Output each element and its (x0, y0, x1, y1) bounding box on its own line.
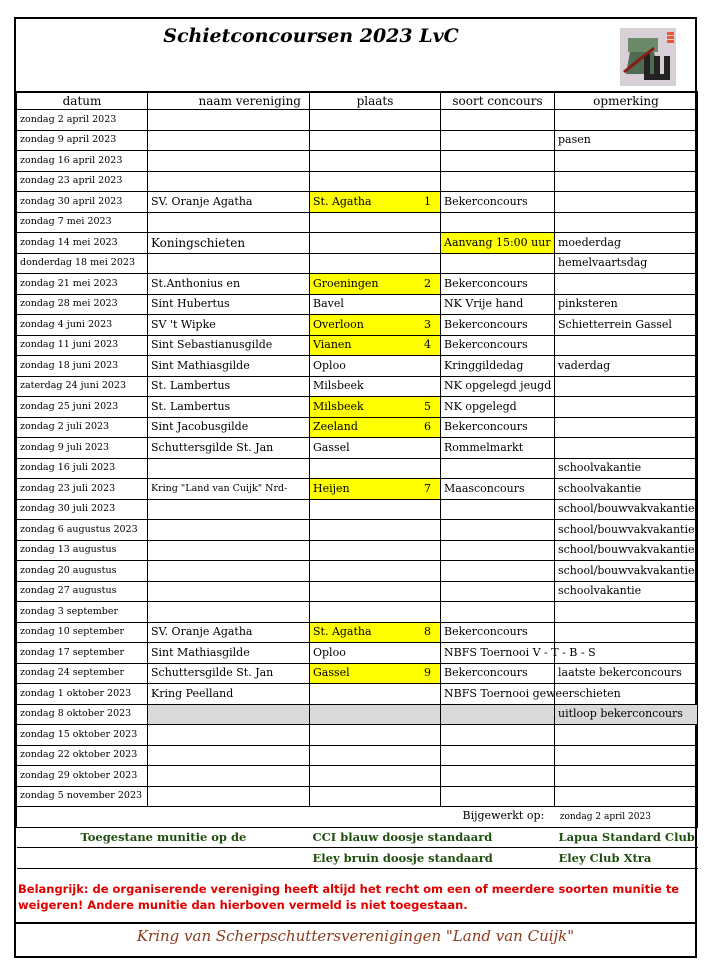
table-row (17, 581, 698, 602)
club-cell: Schuttersgilde St. Jan (148, 663, 310, 684)
place-cell (310, 151, 441, 172)
table-header-row (17, 92, 698, 110)
note-cell: school/bouwvakvakantie (555, 499, 698, 520)
ammo-line1-mid: CCI blauw doosje standaard (310, 827, 555, 848)
date-cell: zondag 10 september (17, 622, 148, 643)
place-cell (310, 171, 441, 192)
place-name: Oploo (313, 358, 346, 372)
type-cell (441, 745, 555, 766)
table-row (17, 315, 698, 336)
date-cell: zondag 20 augustus (17, 561, 148, 582)
note-cell: schoolvakantie (555, 581, 698, 602)
date-cell: zondag 24 september (17, 663, 148, 684)
place-name: St. Agatha (313, 625, 372, 639)
table-row (17, 786, 698, 807)
schedule-table (16, 91, 698, 869)
place-name: Zeeland (313, 420, 358, 434)
place-cell (310, 417, 441, 438)
place-name: Oploo (313, 645, 346, 659)
club-cell: Sint Mathiasgilde (148, 356, 310, 377)
date-cell: donderdag 18 mei 2023 (17, 253, 148, 274)
place-cell (310, 725, 441, 746)
column-header: plaats (310, 92, 441, 110)
date-cell: zaterdag 24 juni 2023 (17, 376, 148, 397)
place-cell (310, 397, 441, 418)
table-row (17, 233, 698, 254)
note-cell: laatste bekerconcours (555, 663, 698, 684)
table-row (17, 151, 698, 172)
type-cell (441, 602, 555, 623)
place-cell (310, 643, 441, 664)
date-cell: zondag 18 juni 2023 (17, 356, 148, 377)
note-cell: school/bouwvakvakantie (555, 540, 698, 561)
club-cell (148, 540, 310, 561)
club-cell (148, 110, 310, 131)
club-cell (148, 253, 310, 274)
date-cell: zondag 27 augustus (17, 581, 148, 602)
ammo-row-1 (17, 827, 698, 848)
place-name: Vianen (313, 338, 352, 352)
club-cell: St.Anthonius en (148, 274, 310, 295)
place-cell (310, 622, 441, 643)
table-row (17, 602, 698, 623)
note-cell (555, 110, 698, 131)
club-cell: St. Lambertus (148, 376, 310, 397)
note-cell (555, 335, 698, 356)
table-row (17, 704, 698, 725)
type-cell (441, 212, 555, 233)
place-name: Milsbeek (313, 379, 364, 393)
club-cell (148, 212, 310, 233)
table-row (17, 561, 698, 582)
note-cell (555, 397, 698, 418)
type-cell (441, 110, 555, 131)
type-cell: Bekerconcours (441, 622, 555, 643)
date-cell: zondag 9 april 2023 (17, 130, 148, 151)
page-title: Schietconcoursen 2023 LvC (163, 25, 459, 47)
date-cell: zondag 1 oktober 2023 (17, 684, 148, 705)
date-cell: zondag 8 oktober 2023 (17, 704, 148, 725)
table-row (17, 356, 698, 377)
place-number: 9 (424, 666, 431, 680)
type-cell: Maasconcours (441, 479, 555, 500)
place-cell (310, 274, 441, 295)
type-cell (441, 561, 555, 582)
club-cell (148, 561, 310, 582)
place-cell (310, 684, 441, 705)
note-cell (555, 274, 698, 295)
note-cell: school/bouwvakvakantie (555, 561, 698, 582)
date-cell: zondag 17 september (17, 643, 148, 664)
note-cell: vaderdag (555, 356, 698, 377)
table-row (17, 294, 698, 315)
table-row (17, 499, 698, 520)
type-cell (441, 130, 555, 151)
type-cell (441, 581, 555, 602)
place-name: Overloon (313, 317, 364, 331)
place-cell (310, 766, 441, 787)
ammo-label: Toegestane munitie op de (17, 827, 310, 848)
type-cell (441, 151, 555, 172)
type-cell (441, 499, 555, 520)
club-cell (148, 520, 310, 541)
place-number: 4 (424, 338, 431, 352)
club-cell: SV. Oranje Agatha (148, 622, 310, 643)
type-cell: NBFS Toernooi V - T - B - S (441, 643, 555, 664)
updated-date: zondag 2 april 2023 (559, 812, 651, 823)
place-name: St. Agatha (313, 194, 372, 208)
type-cell: NK Vrije hand (441, 294, 555, 315)
note-cell (555, 171, 698, 192)
place-cell (310, 479, 441, 500)
club-cell: SV 't Wipke (148, 315, 310, 336)
column-header: soort concours (441, 92, 555, 110)
club-cell: St. Lambertus (148, 397, 310, 418)
schedule-sheet (14, 17, 697, 958)
type-cell (441, 520, 555, 541)
place-cell (310, 356, 441, 377)
type-cell (441, 786, 555, 807)
place-cell (310, 335, 441, 356)
date-cell: zondag 15 oktober 2023 (17, 725, 148, 746)
place-number: 7 (424, 481, 431, 495)
note-cell: pinksteren (555, 294, 698, 315)
place-cell (310, 602, 441, 623)
place-cell (310, 458, 441, 479)
table-row (17, 397, 698, 418)
club-cell: Koningschieten (148, 233, 310, 254)
column-header: opmerking (555, 92, 698, 110)
table-row (17, 212, 698, 233)
date-cell: zondag 29 oktober 2023 (17, 766, 148, 787)
place-cell (310, 294, 441, 315)
type-cell (441, 704, 555, 725)
note-cell: schoolvakantie (555, 479, 698, 500)
club-cell: Kring "Land van Cuijk" Nrd- (148, 479, 310, 500)
type-cell: Kringgildedag (441, 356, 555, 377)
date-cell: zondag 4 juni 2023 (17, 315, 148, 336)
table-row (17, 274, 698, 295)
date-cell: zondag 25 juni 2023 (17, 397, 148, 418)
updated-label: Bijgewerkt op: (462, 809, 545, 823)
club-cell (148, 725, 310, 746)
place-name: Milsbeek (313, 399, 364, 413)
type-cell: Bekerconcours (441, 335, 555, 356)
club-cell (148, 499, 310, 520)
table-row (17, 458, 698, 479)
table-row (17, 253, 698, 274)
table-row (17, 479, 698, 500)
divider (16, 922, 695, 924)
date-cell: zondag 2 juli 2023 (17, 417, 148, 438)
note-cell (555, 622, 698, 643)
date-cell: zondag 5 november 2023 (17, 786, 148, 807)
club-cell (148, 766, 310, 787)
note-cell (555, 786, 698, 807)
table-row (17, 335, 698, 356)
date-cell: zondag 9 juli 2023 (17, 438, 148, 459)
place-name: Heijen (313, 481, 350, 495)
club-cell (148, 786, 310, 807)
ammo-line2-right: Eley Club Xtra (555, 848, 698, 869)
club-cell: Schuttersgilde St. Jan (148, 438, 310, 459)
place-cell (310, 315, 441, 336)
note-cell: moederdag (555, 233, 698, 254)
place-number: 2 (424, 276, 431, 290)
place-cell (310, 110, 441, 131)
column-header: naam vereniging (148, 92, 310, 110)
club-cell (148, 151, 310, 172)
note-cell: school/bouwvakvakantie (555, 520, 698, 541)
table-row (17, 130, 698, 151)
date-cell: zondag 21 mei 2023 (17, 274, 148, 295)
note-cell (555, 151, 698, 172)
place-number: 8 (424, 625, 431, 639)
note-cell: Schietterrein Gassel (555, 315, 698, 336)
note-cell (555, 766, 698, 787)
note-cell (555, 376, 698, 397)
note-cell (555, 212, 698, 233)
note-cell (555, 438, 698, 459)
ammo-line1-right: Lapua Standard Club (555, 827, 698, 848)
table-row (17, 171, 698, 192)
date-cell: zondag 6 augustus 2023 (17, 520, 148, 541)
ammo-row-2 (17, 848, 698, 869)
note-cell: uitloop bekerconcours (555, 704, 698, 725)
updated-row (17, 807, 698, 828)
table-row (17, 376, 698, 397)
club-cell (148, 171, 310, 192)
place-cell (310, 438, 441, 459)
date-cell: zondag 23 juli 2023 (17, 479, 148, 500)
club-cell: Sint Hubertus (148, 294, 310, 315)
column-header: datum (17, 92, 148, 110)
table-row (17, 520, 698, 541)
type-cell: Rommelmarkt (441, 438, 555, 459)
place-number: 1 (424, 194, 431, 208)
ammo-line2-mid: Eley bruin doosje standaard (310, 848, 555, 869)
date-cell: zondag 22 oktober 2023 (17, 745, 148, 766)
note-cell (555, 602, 698, 623)
date-cell: zondag 14 mei 2023 (17, 233, 148, 254)
club-logo-icon (620, 28, 676, 86)
date-cell: zondag 2 april 2023 (17, 110, 148, 131)
type-cell: NK opgelegd (441, 397, 555, 418)
type-cell: Bekerconcours (441, 663, 555, 684)
note-cell: pasen (555, 130, 698, 151)
table-row (17, 438, 698, 459)
type-cell: NBFS Toernooi geweerschieten (441, 684, 555, 705)
note-cell (555, 745, 698, 766)
club-cell (148, 458, 310, 479)
club-cell (148, 745, 310, 766)
place-cell (310, 663, 441, 684)
place-cell (310, 233, 441, 254)
place-cell (310, 499, 441, 520)
type-cell: Bekerconcours (441, 417, 555, 438)
place-name: Gassel (313, 440, 350, 454)
date-cell: zondag 3 september (17, 602, 148, 623)
club-cell (148, 704, 310, 725)
type-cell: Bekerconcours (441, 192, 555, 213)
type-cell: Bekerconcours (441, 274, 555, 295)
place-cell (310, 786, 441, 807)
type-cell: NK opgelegd jeugd (441, 376, 555, 397)
date-cell: zondag 16 juli 2023 (17, 458, 148, 479)
type-cell: Bekerconcours (441, 315, 555, 336)
table-row (17, 684, 698, 705)
type-cell (441, 725, 555, 746)
place-cell (310, 212, 441, 233)
club-cell (148, 130, 310, 151)
date-cell: zondag 16 april 2023 (17, 151, 148, 172)
place-name: Bavel (313, 297, 344, 311)
note-cell: schoolvakantie (555, 458, 698, 479)
table-row (17, 622, 698, 643)
club-cell: Sint Mathiasgilde (148, 643, 310, 664)
place-cell (310, 376, 441, 397)
table-row (17, 663, 698, 684)
date-cell: zondag 11 juni 2023 (17, 335, 148, 356)
place-number: 5 (424, 399, 431, 413)
date-cell: zondag 28 mei 2023 (17, 294, 148, 315)
table-row (17, 766, 698, 787)
place-cell (310, 520, 441, 541)
table-row (17, 745, 698, 766)
note-cell (555, 725, 698, 746)
place-cell (310, 581, 441, 602)
table-row (17, 192, 698, 213)
note-cell (555, 417, 698, 438)
date-cell: zondag 23 april 2023 (17, 171, 148, 192)
table-row (17, 540, 698, 561)
date-cell: zondag 30 juli 2023 (17, 499, 148, 520)
club-cell: Sint Sebastianusgilde (148, 335, 310, 356)
table-row (17, 110, 698, 131)
place-cell (310, 704, 441, 725)
table-row (17, 643, 698, 664)
place-cell (310, 253, 441, 274)
place-name: Gassel (313, 666, 350, 680)
type-cell (441, 253, 555, 274)
type-cell (441, 171, 555, 192)
place-cell (310, 561, 441, 582)
type-cell: Aanvang 15:00 uur (441, 233, 555, 254)
place-number: 6 (424, 420, 431, 434)
type-cell (441, 540, 555, 561)
table-row (17, 725, 698, 746)
place-cell (310, 192, 441, 213)
place-cell (310, 540, 441, 561)
club-cell: SV. Oranje Agatha (148, 192, 310, 213)
date-cell: zondag 7 mei 2023 (17, 212, 148, 233)
type-cell (441, 458, 555, 479)
table-row (17, 417, 698, 438)
notice-text: Belangrijk: de organiserende vereniging heeft altijd het recht om een of meerdere soorten munitie te weigeren! Andere munitie dan hierboven vermeld is niet toegestaan. (18, 882, 680, 912)
footer-text: Kring van Scherpschuttersverenigingen "Land van Cuijk" (136, 927, 575, 945)
date-cell: zondag 30 april 2023 (17, 192, 148, 213)
date-cell: zondag 13 augustus (17, 540, 148, 561)
place-name: Groeningen (313, 276, 379, 290)
club-cell: Sint Jacobusgilde (148, 417, 310, 438)
place-cell (310, 745, 441, 766)
note-cell (555, 192, 698, 213)
club-cell: Kring Peelland (148, 684, 310, 705)
club-cell (148, 602, 310, 623)
club-cell (148, 581, 310, 602)
place-cell (310, 130, 441, 151)
title-box (16, 19, 695, 93)
place-number: 3 (424, 317, 431, 331)
type-cell (441, 766, 555, 787)
note-cell: hemelvaartsdag (555, 253, 698, 274)
